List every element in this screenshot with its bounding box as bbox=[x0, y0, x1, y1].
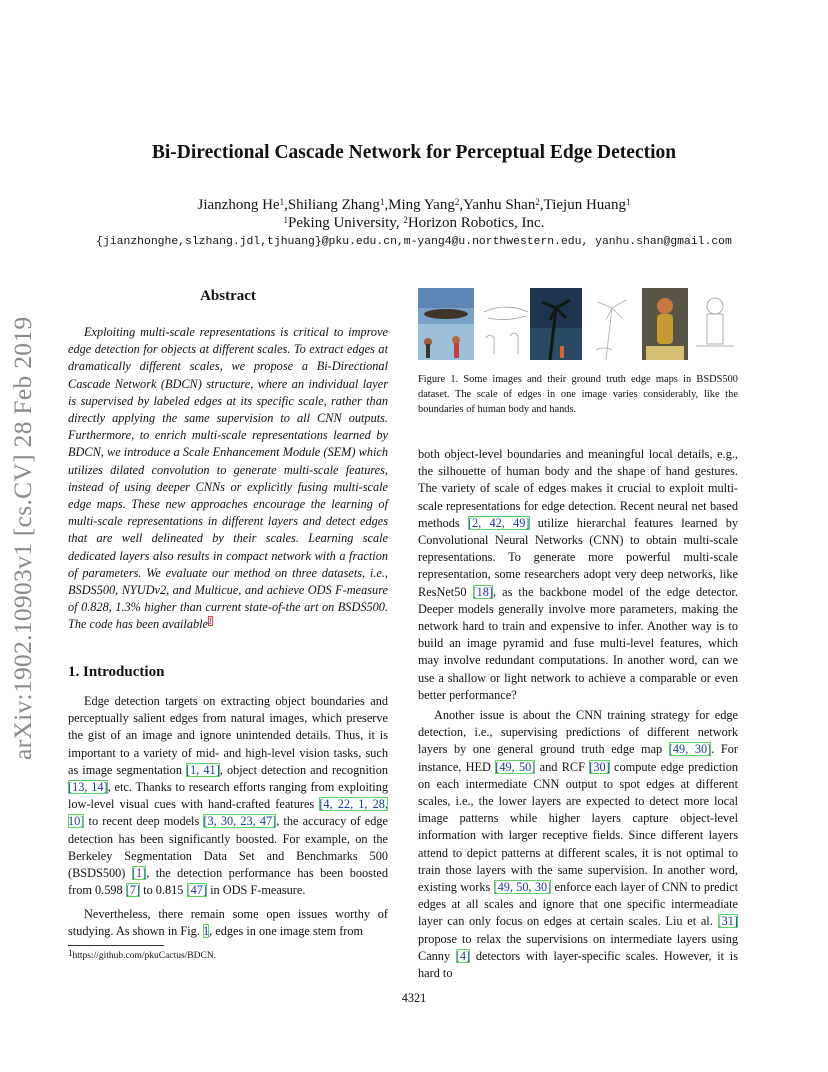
palm-tree-photo-thumbnail bbox=[530, 288, 582, 360]
author-names: Jianzhong He$^1$,Shiliang Zhang$^1$,Ming Yang$^2$,Yanhu Shan$^2$,Tiejun Huang$^1$ bbox=[197, 197, 631, 213]
paper-title: Bi-Directional Cascade Network for Perceptual Edge Detection bbox=[151, 142, 677, 163]
citation-link[interactable]: [49, 50] bbox=[495, 759, 536, 774]
citation-link[interactable]: [31] bbox=[717, 914, 738, 929]
citation-link[interactable]: [49, 30] bbox=[668, 742, 712, 757]
citation-link[interactable]: [3, 30, 23, 47] bbox=[203, 814, 277, 829]
statue-photo-thumbnail bbox=[642, 288, 688, 360]
footnote: $^1$https://github.com/pkuCactus/BDCN. bbox=[68, 948, 217, 961]
right-paragraph-1: both object-level boundaries and meaningful local details, e.g., the silhouette of human body and the shape of hand gestures. The variety of scale of edges makes it crucial to exploit multi-scale representations for edge detection. Recent neural net based methods [2, 42, 49] utilize hierarchal features learned by Convolutional Neural Networks (CNN) to obtain multi-scale representations. To generate more powerful multi-scale representation, some researchers adopt very deep networks, like ResNet50 [18], as the backbone model of the edge detector. Deeper models generally involve more parameters, making the network hard to train and expensive to infer. Another way is to build an image pyramid and fuse multi-level features, which may involve redundant computations. In another word, can we use a shallow or light network to achieve a comparable or even better performance? bbox=[418, 447, 739, 702]
affiliations: $^1$Peking University, $^2$Horizon Robotics, Inc. bbox=[283, 215, 545, 231]
citation-link[interactable]: [2, 42, 49] bbox=[467, 515, 530, 530]
citation-link[interactable]: [1, 41] bbox=[186, 762, 220, 777]
abstract-heading: Abstract bbox=[200, 288, 256, 304]
abstract-body: Exploiting multi-scale representations is critical to improve edge detection for objects at different scales. To extract edges at dramatically different scales, we propose a Bi-Directional Cascade Network (BDCN) structure, where an individual layer is supervised by labeled edges at its specific scale, rather than directly applying the same supervision to all CNN outputs. Furthermore, to enrich multi-scale representations learned by BDCN, we introduce a Scale Enhancement Module (SEM) which utilizes dilated convolution to generate multi-scale features, instead of using deeper CNNs or explicitly fusing multi-scale edge maps. These new approaches encourage the learning of multi-scale representations in different layers and detect edges that are well delineated by their scales. Learning scale dedicated layers also results in compact network with a fraction of parameters. We evaluate our method on three datasets, i.e., BSDS500, NYUDv2, and Multicue, and achieve ODS F-measure of 0.828, 1.3% higher than current state-of-the art on BSDS500. The code has been available$^1$ bbox=[68, 325, 388, 632]
beach-photo-thumbnail bbox=[418, 288, 474, 360]
footnote-divider bbox=[68, 945, 164, 946]
intro-paragraph-1: Edge detection targets on extracting object boundaries and perceptually salient edges from natural images, which preserve the gist of an image and ignore unintended details. Thus, it is important to a variety of mid- and high-level vision tasks, such as image segmentation [1, 41], object detection and recognition [13, 14], etc. Thanks to research efforts ranging from exploiting low-level visual cues with hand-crafted features [4, 22, 1, 28, 10] to recent deep models [3, 30, 23, 47], the accuracy of edge detection has been significantly boosted. For example, on the Berkeley Segmentation Data Set and Benchmarks 500 (BSDS500) [1], the detection performance has been boosted from 0.598 [7] to 0.815 [47] in ODS F-measure. bbox=[68, 694, 389, 898]
figure-link[interactable]: 1 bbox=[202, 924, 210, 939]
citation-link[interactable]: [18] bbox=[472, 584, 494, 599]
author-emails: {jianzhonghe,slzhang.jdl,tjhuang}@pku.edu.cn,m-yang4@u.northwestern.edu, yanhu.shan@gmail.com bbox=[96, 236, 732, 248]
page-number: 4321 bbox=[401, 991, 427, 1005]
citation-link[interactable]: [7] bbox=[125, 883, 141, 898]
citation-link[interactable]: [49, 50, 30] bbox=[493, 880, 552, 895]
citation-link[interactable]: [47] bbox=[186, 883, 208, 898]
footnote-link[interactable]: 1 bbox=[208, 616, 213, 627]
citation-link[interactable]: [30] bbox=[589, 759, 610, 774]
palm-edge-map-thumbnail bbox=[586, 288, 638, 360]
citation-link[interactable]: [4, 22, 1, 28, 10] bbox=[68, 797, 388, 829]
right-paragraph-2: Another issue is about the CNN training strategy for edge detection, i.e., supervising predictions of different network layers by one general ground truth edge map [49, 30]. For instance, HED [49, 50] and RCF [30] compute edge prediction on each intermediate CNN output to spot edges at different scales, i.e., the lower layers are expected to detect more local image patterns while higher layers capture object-level information with larger receptive fields. Since different layers attend to depict patterns at different scales, it is not optimal to train those layers with the same supervision. In another word, existing works [49, 50, 30] enforce each layer of CNN to predict edges at all scales and ignore that one specific intermeadiate layer can only focus on edges at certain scales. Liu et al. [31] propose to relax the supervisions on intermediate layers using Canny [4] detectors with layer-specific scales. However, it is hard to bbox=[418, 708, 738, 981]
statue-edge-map-thumbnail bbox=[692, 288, 738, 360]
section-heading-introduction: 1. Introduction bbox=[68, 664, 165, 680]
arxiv-identifier: arXiv:1902.10903v1 [cs.CV] 28 Feb 2019 bbox=[8, 316, 37, 760]
citation-link[interactable]: [1] bbox=[131, 866, 147, 881]
beach-edge-map-thumbnail bbox=[480, 288, 532, 360]
figure-1-caption: Figure 1. Some images and their ground truth edge maps in BSDS500 dataset. The scale of edges in one image varies considerably, like the boundaries of human body and hands. bbox=[418, 374, 738, 415]
figure-1-image-strip bbox=[418, 288, 738, 362]
author-block bbox=[0, 196, 828, 232]
intro-paragraph-2: Nevertheless, there remain some open issues worthy of studying. As shown in Fig. 1, edges in one image stem from bbox=[68, 907, 388, 939]
citation-link[interactable]: [13, 14] bbox=[68, 780, 108, 795]
citation-link[interactable]: [4] bbox=[455, 948, 471, 963]
